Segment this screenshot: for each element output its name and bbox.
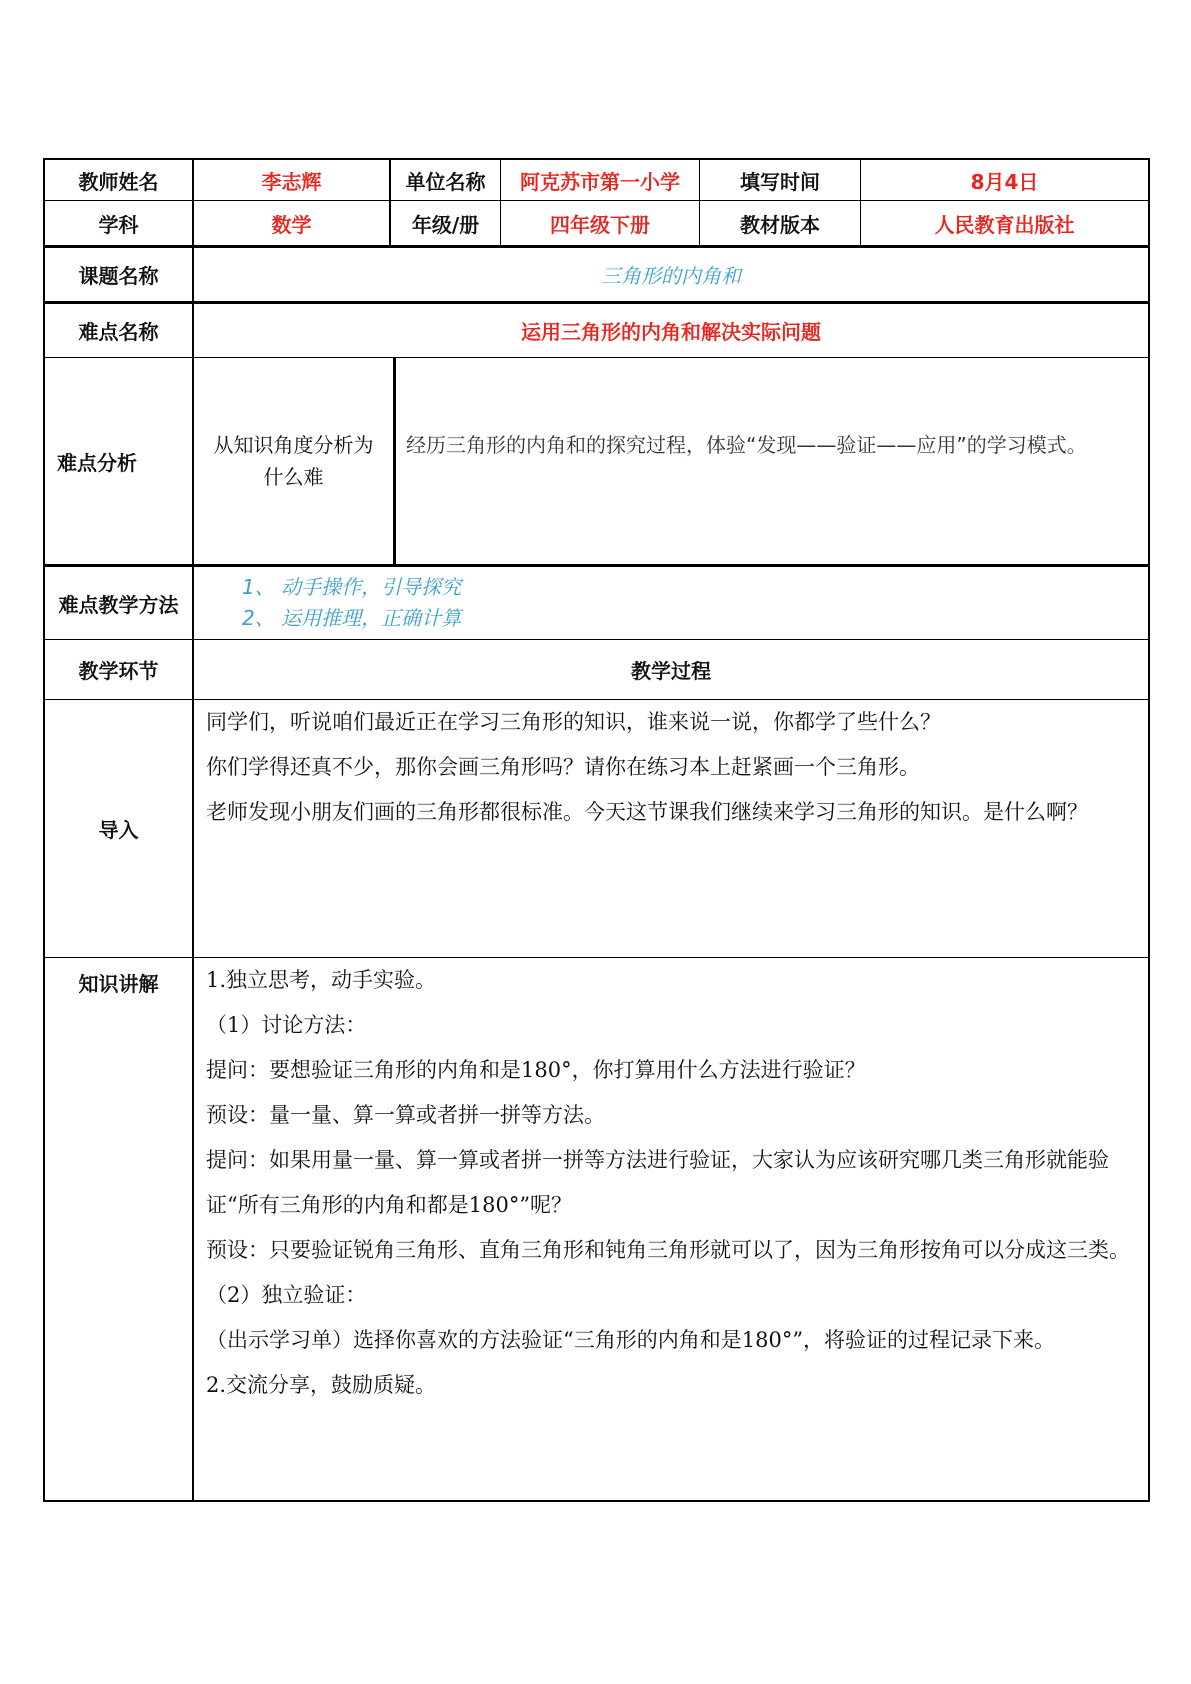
grade-value: 四年级下册 xyxy=(501,201,700,245)
knowledge-line: 预设：量一量、算一算或者拼一拼等方法。 xyxy=(206,1103,605,1127)
methods-label: 难点教学方法 xyxy=(45,567,194,639)
intro-text xyxy=(194,700,1098,835)
analysis-row xyxy=(43,358,1150,565)
difficulty-label: 难点名称 xyxy=(45,304,194,357)
difficulty-value: 运用三角形的内角和解决实际问题 xyxy=(521,320,821,344)
knowledge-line: 预设：只要验证锐角三角形、直角三角形和钝角三角形就可以了，因为三角形按角可以分成这三类。 xyxy=(206,1238,1130,1262)
intro-line: 你们学得还真不少，那你会画三角形吗？请你在练习本上赶紧画一个三角形。 xyxy=(206,755,920,779)
analysis-text: 经历三角形的内角和的探究过程，体验“发现——验证——应用”的学习模式。 xyxy=(406,433,1087,457)
methods-list xyxy=(194,567,1148,639)
topic-value: 三角形的内角和 xyxy=(601,264,741,288)
lesson-plan-table xyxy=(43,158,1150,1502)
intro-line: 老师发现小朋友们画的三角形都很标准。今天这节课我们继续来学习三角形的知识。是什么啊？ xyxy=(206,800,1088,824)
process-title: 教学过程 xyxy=(631,659,711,683)
subject-value: 数学 xyxy=(194,201,391,245)
analysis-label: 难点分析 xyxy=(45,358,194,564)
teacher-name-value: 李志辉 xyxy=(194,160,391,200)
intro-label: 导入 xyxy=(45,700,194,957)
topic-row xyxy=(43,246,1150,302)
process-stage-label: 教学环节 xyxy=(45,640,194,699)
knowledge-line: 提问：如果用量一量、算一算或者拼一拼等方法进行验证，大家认为应该研究哪几类三角形就能验证“所有三角形的内角和都是180°”呢？ xyxy=(206,1148,1109,1217)
knowledge-text xyxy=(194,958,1148,1408)
edition-value: 人民教育出版社 xyxy=(934,212,1075,237)
subject-label: 学科 xyxy=(45,201,194,245)
unit-label: 单位名称 xyxy=(391,160,501,200)
topic-label: 课题名称 xyxy=(45,248,194,301)
fill-time-label: 填写时间 xyxy=(700,160,861,200)
method-item: 1、 动手操作，引导探究 xyxy=(242,575,462,599)
knowledge-content xyxy=(194,958,1148,1500)
knowledge-line: （2）独立验证： xyxy=(206,1283,367,1307)
knowledge-line: （出示学习单）选择你喜欢的方法验证“三角形的内角和是180°”，将验证的过程记录下来。 xyxy=(206,1328,1056,1352)
methods-row xyxy=(43,565,1150,640)
knowledge-line: （1）讨论方法： xyxy=(206,1013,367,1037)
knowledge-line: 1.独立思考，动手实验。 xyxy=(206,968,437,992)
edition-label: 教材版本 xyxy=(700,201,861,245)
knowledge-row xyxy=(43,958,1150,1502)
teacher-name-label: 教师姓名 xyxy=(45,160,194,200)
header-row-1 xyxy=(43,158,1150,201)
intro-line: 同学们，听说咱们最近正在学习三角形的知识，谁来说一说，你都学了些什么？ xyxy=(206,710,941,734)
intro-content xyxy=(194,700,1148,957)
intro-row xyxy=(43,700,1150,958)
unit-value: 阿克苏市第一小学 xyxy=(501,160,700,200)
analysis-sub-label: 从知识角度分析为什么难 xyxy=(194,358,396,564)
header-row-2 xyxy=(43,201,1150,246)
knowledge-line: 提问：要想验证三角形的内角和是180°，你打算用什么方法进行验证？ xyxy=(206,1058,866,1082)
fill-time-value: 8月4日 xyxy=(970,169,1039,194)
process-header-row xyxy=(43,640,1150,700)
knowledge-line: 2.交流分享，鼓励质疑。 xyxy=(206,1373,437,1397)
difficulty-row xyxy=(43,302,1150,358)
knowledge-label: 知识讲解 xyxy=(45,958,194,1500)
grade-label: 年级/册 xyxy=(391,201,501,245)
method-item: 2、 运用推理，正确计算 xyxy=(242,606,462,630)
